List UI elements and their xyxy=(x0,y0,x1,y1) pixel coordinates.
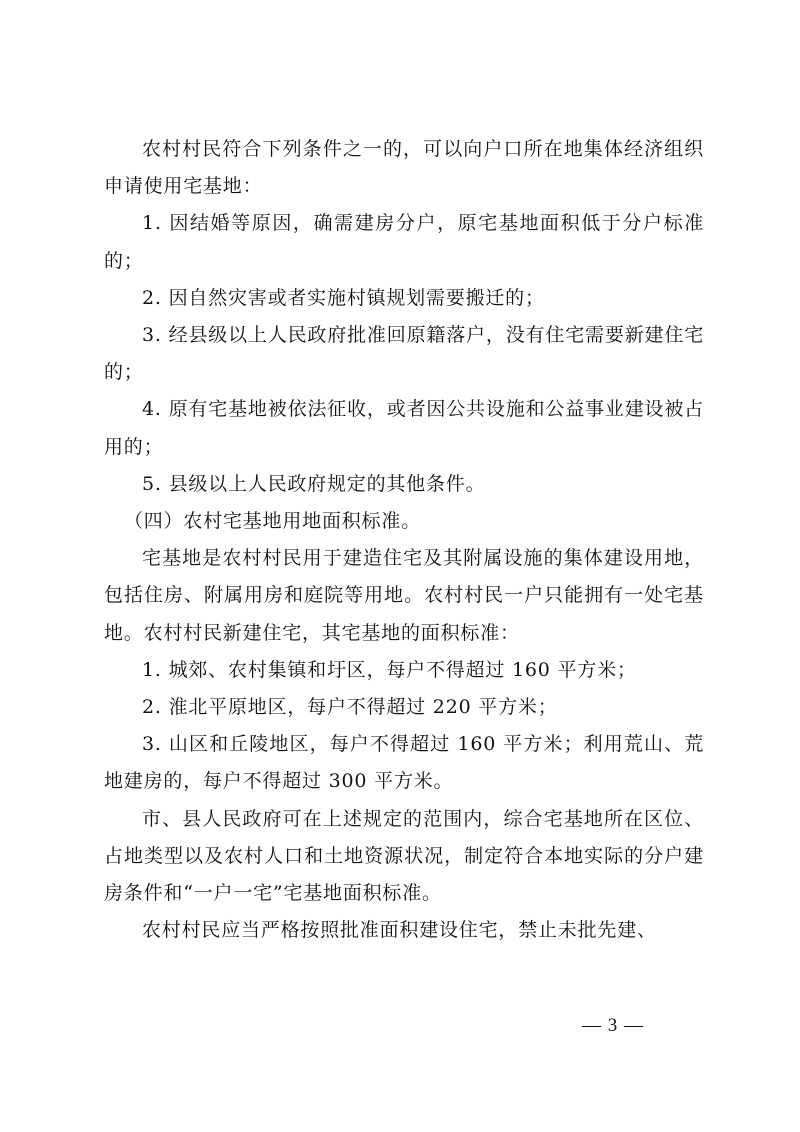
section-heading-area-standard: （四）农村宅基地用地面积标准。 xyxy=(124,510,422,533)
paragraph-local-government: 市、县人民政府可在上述规定的范围内，综合宅基地所在区位、占地类型以及农村人口和土地资源状况，制定符合本地实际的分户建房条件和“一户一宅”宅基地面积标准。 xyxy=(104,807,704,905)
paragraph-condition-4: 4. 原有宅基地被依法征收，或者因公共设施和公益事业建设被占用的； xyxy=(104,398,704,458)
paragraph-condition-2: 2. 因自然灾害或者实施村镇规划需要搬迁的； xyxy=(142,286,545,309)
paragraph-homestead-definition: 宅基地是农村村民用于建造住宅及其附属设施的集体建设用地，包括住房、附属用房和庭院等用地。农村村民一户只能拥有一处宅基地。农村村民新建住宅，其宅基地的面积标准： xyxy=(104,547,704,644)
paragraph-standard-3: 3. 山区和丘陵地区，每户不得超过 160 平方米；利用荒山、荒地建房的，每户不得超过 300 平方米。 xyxy=(104,733,704,793)
paragraph-condition-3: 3. 经县级以上人民政府批准回原籍落户，没有住宅需要新建住宅的； xyxy=(104,324,704,384)
paragraph-standard-1: 1. 城郊、农村集镇和圩区，每户不得超过 160 平方米； xyxy=(142,658,637,681)
paragraph-condition-5: 5. 县级以上人民政府规定的其他条件。 xyxy=(142,472,486,495)
page-number: — 3 — xyxy=(582,1015,644,1036)
document-body xyxy=(104,131,704,949)
paragraph-construction-rule: 农村村民应当严格按照批准面积建设住宅，禁止未批先建、 xyxy=(142,919,657,942)
paragraph-standard-2: 2. 淮北平原地区，每户不得超过 220 平方米； xyxy=(142,696,558,719)
paragraph-condition-1: 1. 因结婚等原因，确需建房分户，原宅基地面积低于分户标准的； xyxy=(104,212,704,272)
paragraph-eligibility-intro: 农村村民符合下列条件之一的，可以向户口所在地集体经济组织申请使用宅基地： xyxy=(104,138,704,198)
